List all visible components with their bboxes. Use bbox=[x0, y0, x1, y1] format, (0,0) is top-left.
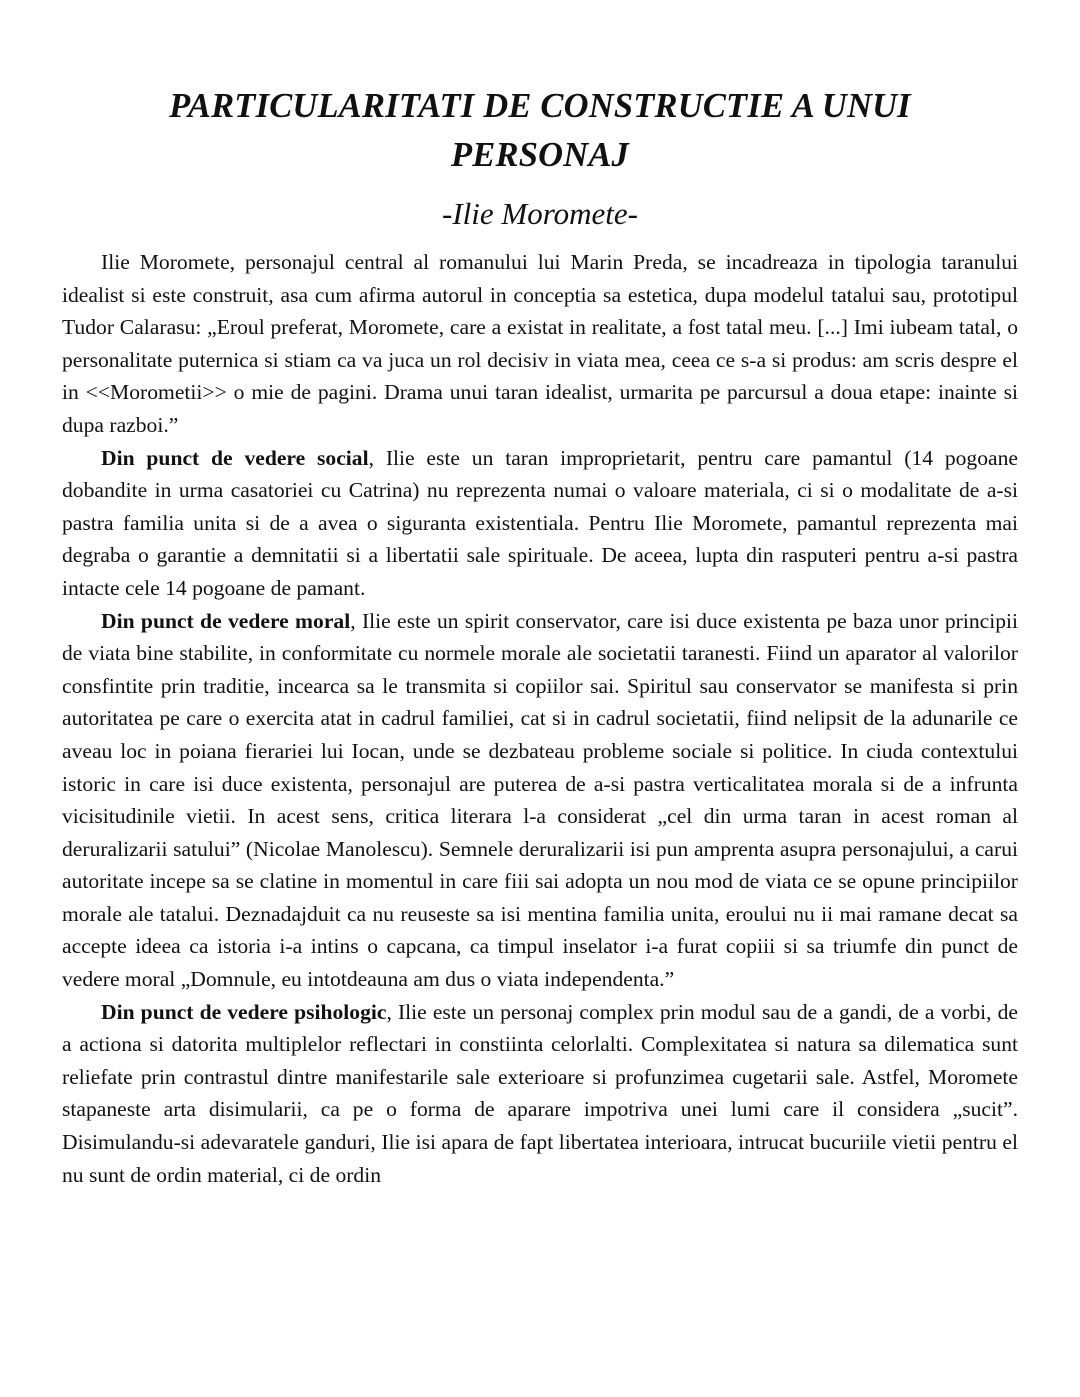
title-line-1: PARTICULARITATI DE CONSTRUCTIE A UNUI bbox=[169, 87, 911, 125]
document-subtitle: -Ilie Moromete- bbox=[442, 196, 638, 231]
paragraph-text: , Ilie este un personaj complex prin modul sau de a gandi, de a vorbi, de a actiona si datorita multiplelor reflectari in constiinta celorlalti. Complexitatea si natura sa dilematica sunt reliefate prin contrastul dintre manifestarile sale exterioare si profunzimea cugetarii sale. Astfel, Moromete stapaneste arta disimularii, ca pe o forma de aparare impotriva unei lumi care il considera „sucit”. Disimulandu-si adevaratele ganduri, Ilie isi apara de fapt libertatea interioara, intrucat bucuriile vietii pentru el nu sunt de ordin material, ci de ordin bbox=[62, 999, 1018, 1187]
paragraph-text: , Ilie este un taran improprietarit, pentru care pamantul (14 pogoane dobandite in urma casatoriei cu Catrina) nu reprezenta numai o valoare materiala, ci si o modalitate de a-si pastra familia unita si de a avea o siguranta existentiala. Pentru Ilie Moromete, pamantul reprezenta mai degraba o garantie a demnitatii si a libertatii sale spirituale. De aceea, lupta din rasputeri pentru a-si pastra intacte cele 14 pogoane de pamant. bbox=[62, 445, 1018, 600]
paragraph-lead: Din punct de vedere moral bbox=[101, 608, 351, 633]
paragraph-social bbox=[62, 442, 1018, 605]
paragraph-text: , Ilie este un spirit conservator, care isi duce existenta pe baza unor principii de viata bine stabilite, in conformitate cu normele morale ale societatii taranesti. Fiind un aparator al valorilor consfintite prin traditie, incearca sa le transmita si copiilor sai. Spiritul sau conservator se manifesta si prin autoritatea pe care o exercita atat in cadrul familiei, cat si in cadrul societatii, fiind nelipsit de la adunarile ce aveau loc in poiana fierariei lui Iocan, unde se dezbateau probleme sociale si politice. In ciuda contextului istoric in care isi duce existenta, personajul are puterea de a-si pastra verticalitatea morala si de a infrunta vicisitudinile vietii. In acest sens, critica literara l-a considerat „cel din urma taran in acest roman al deruralizarii satului” (Nicolae Manolescu). Semnele deruralizarii isi pun amprenta asupra personajului, a carui autoritate incepe sa se clatine in momentul in care fiii sai adopta un nou mod de viata ce se opune principiilor morale ale tatalui. Deznadajduit ca nu reuseste sa isi mentina familia unita, eroului nu ii mai ramane decat sa accepte ideea ca istoria i-a intins o capcana, ca timpul inselator i-a furat copiii si sa triumfe din punct de vedere moral „Domnule, eu intotdeauna am dus o viata independenta.” bbox=[62, 608, 1019, 992]
paragraph-psychological bbox=[62, 996, 1018, 1192]
paragraph-intro bbox=[62, 246, 1018, 442]
document-title bbox=[62, 82, 1018, 180]
title-line-2: PERSONAJ bbox=[451, 136, 629, 174]
paragraph-lead: Din punct de vedere psihologic bbox=[101, 999, 387, 1024]
paragraph-text: Ilie Moromete, personajul central al romanului lui Marin Preda, se incadreaza in tipologia taranului idealist si este construit, asa cum afirma autorul in conceptia sa estetica, dupa modelul tatalui sau, prototipul Tudor Calarasu: „Eroul preferat, Moromete, care a existat in realitate, a fost tatal meu. [...] Imi iubeam tatal, o personalitate puternica si stiam ca va juca un rol decisiv in viata mea, ceea ce s-a si produs: am scris despre el in <<Morometii>> o mie de pagini. Drama unui taran idealist, urmarita pe parcursul a doua etape: inainte si dupa razboi.” bbox=[62, 250, 1018, 437]
paragraph-lead: Din punct de vedere social bbox=[101, 445, 369, 470]
document-page bbox=[62, 82, 1018, 1191]
paragraph-moral bbox=[62, 605, 1018, 996]
